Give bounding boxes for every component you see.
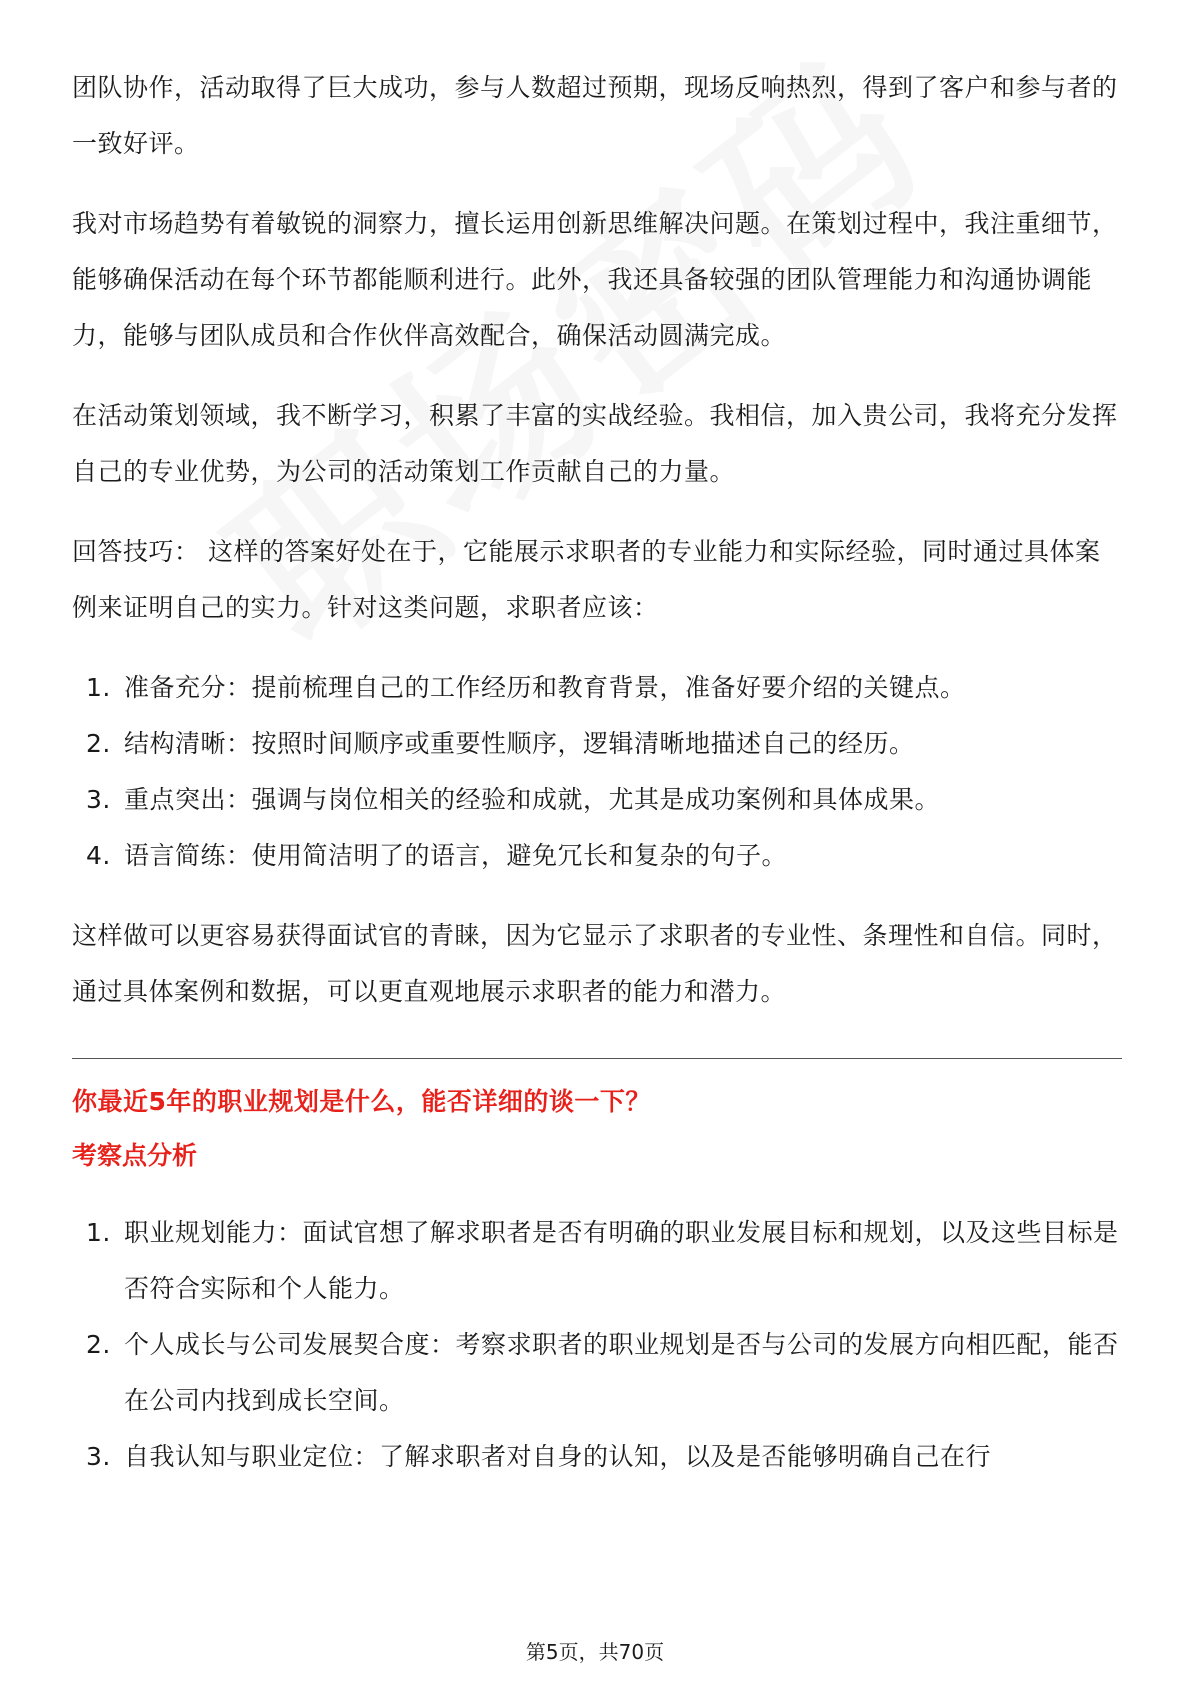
list-item: 3. 自我认知与职业定位：了解求职者对自身的认知，以及是否能够明确自己在行 bbox=[86, 1442, 992, 1471]
paragraph: 团队协作，活动取得了巨大成功，参与人数超过预期，现场反响热烈，得到了客户和参与者的一致好评。 bbox=[72, 73, 1118, 158]
list-item: 3. 重点突出：强调与岗位相关的经验和成就，尤其是成功案例和具体成果。 bbox=[86, 785, 941, 814]
analysis-heading: 考察点分析 bbox=[72, 1141, 198, 1170]
analysis-list bbox=[72, 1205, 1122, 1485]
section-divider bbox=[72, 1058, 1122, 1059]
list-item: 1. 职业规划能力：面试官想了解求职者是否有明确的职业发展目标和规划，以及这些目标是否符合实际和个人能力。 bbox=[86, 1218, 1119, 1303]
list-item: 4. 语言简练：使用简洁明了的语言，避免冗长和复杂的句子。 bbox=[86, 841, 788, 870]
document-body bbox=[72, 60, 1122, 1509]
question-heading: 你最近5年的职业规划是什么，能否详细的谈一下？ bbox=[72, 1087, 651, 1116]
list-item: 1. 准备充分：提前梳理自己的工作经历和教育背景，准备好要介绍的关键点。 bbox=[86, 673, 966, 702]
page-number: 第5页，共70页 bbox=[525, 1640, 665, 1664]
tips-list bbox=[72, 660, 1122, 884]
list-item: 2. 结构清晰：按照时间顺序或重要性顺序，逻辑清晰地描述自己的经历。 bbox=[86, 729, 915, 758]
answer-tips-intro: 回答技巧： 这样的答案好处在于，它能展示求职者的专业能力和实际经验，同时通过具体案例来证明自己的实力。针对这类问题，求职者应该： bbox=[72, 537, 1101, 622]
paragraph: 在活动策划领域，我不断学习，积累了丰富的实战经验。我相信，加入贵公司，我将充分发挥自己的专业优势，为公司的活动策划工作贡献自己的力量。 bbox=[72, 401, 1118, 486]
paragraph: 我对市场趋势有着敏锐的洞察力，擅长运用创新思维解决问题。在策划过程中，我注重细节，能够确保活动在每个环节都能顺利进行。此外，我还具备较强的团队管理能力和沟通协调能力，能够与团队成员和合作伙伴高效配合，确保活动圆满完成。 bbox=[72, 209, 1118, 350]
list-item: 2. 个人成长与公司发展契合度：考察求职者的职业规划是否与公司的发展方向相匹配，能否在公司内找到成长空间。 bbox=[86, 1330, 1119, 1415]
paragraph: 这样做可以更容易获得面试官的青睐，因为它显示了求职者的专业性、条理性和自信。同时，通过具体案例和数据，可以更直观地展示求职者的能力和潜力。 bbox=[72, 921, 1118, 1006]
